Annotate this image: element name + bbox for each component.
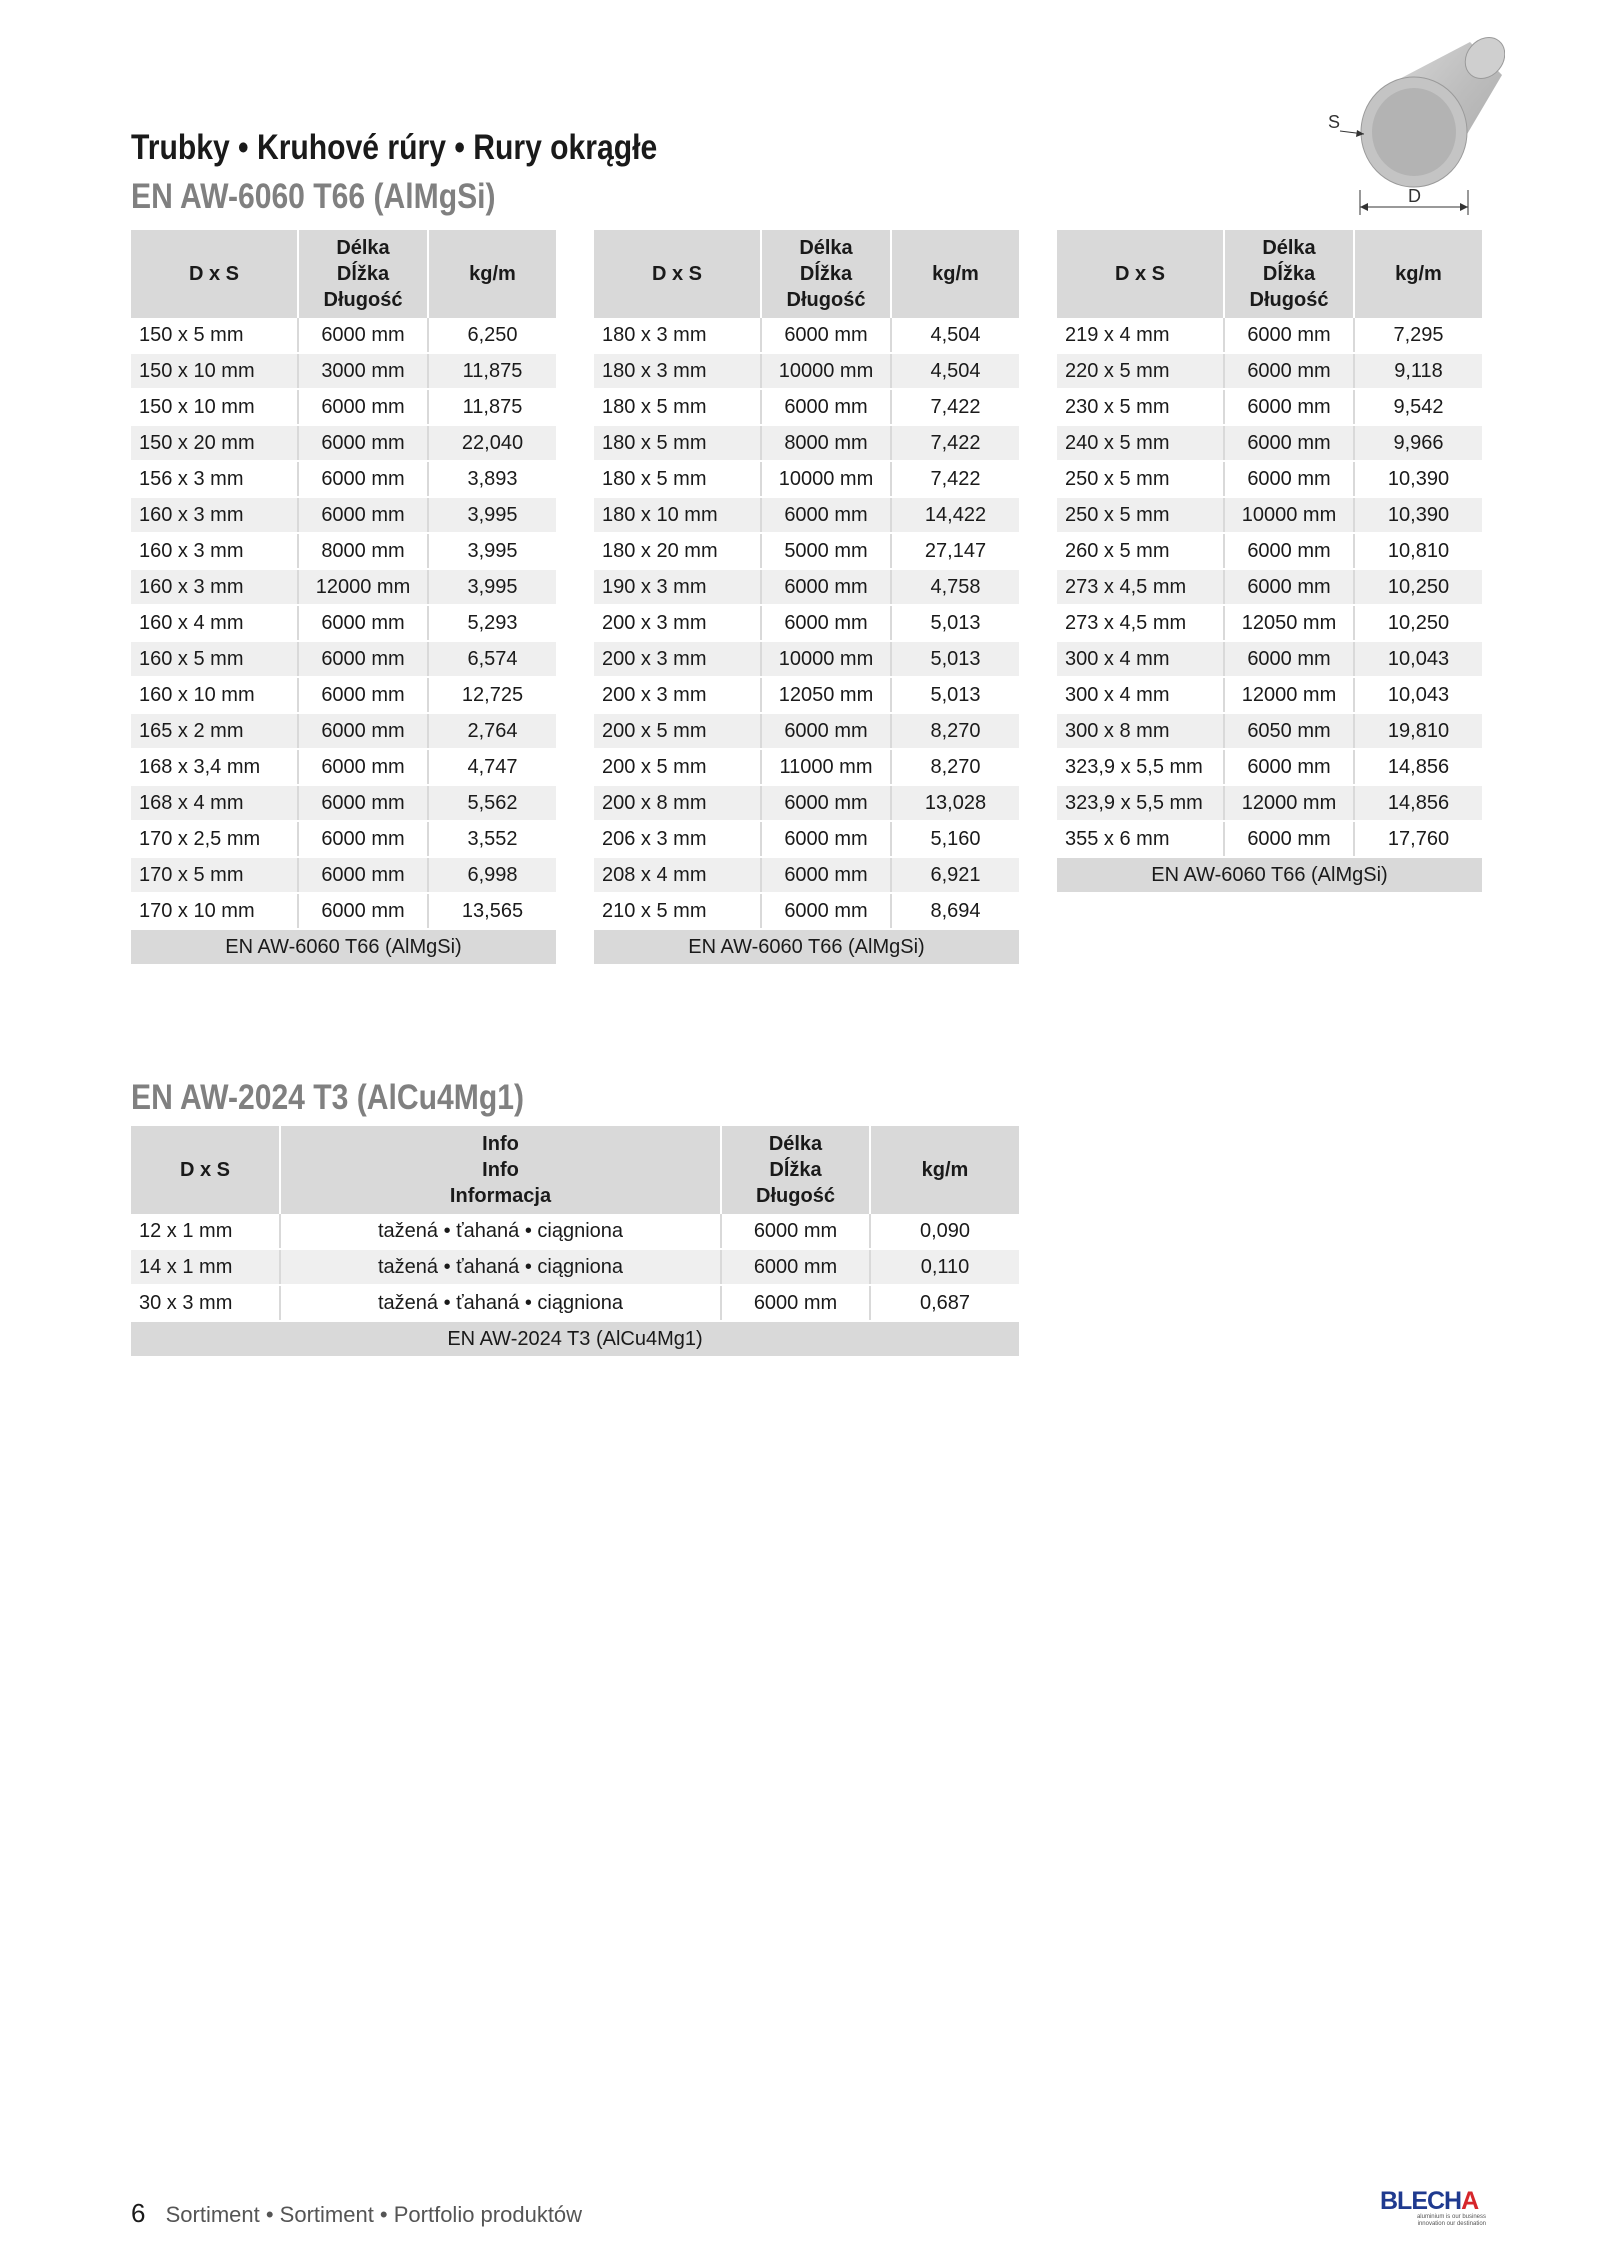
cell-kgm: 3,995	[428, 533, 556, 569]
header-length-pl: Długość	[756, 1185, 835, 1207]
cell-dxs: 250 x 5 mm	[1057, 497, 1224, 533]
cell-dxs: 160 x 3 mm	[131, 497, 298, 533]
cell-dxs: 168 x 4 mm	[131, 785, 298, 821]
cell-kgm: 27,147	[891, 533, 1019, 569]
table-row	[1057, 389, 1482, 425]
cell-dxs: 180 x 3 mm	[594, 353, 761, 389]
alloy-subtitle-2024: EN AW-2024 T3 (AlCu4Mg1)	[131, 1078, 524, 1117]
table-row	[594, 749, 1019, 785]
cell-dxs: 190 x 3 mm	[594, 569, 761, 605]
table-row	[1057, 569, 1482, 605]
table-row	[594, 497, 1019, 533]
cell-kgm: 7,422	[891, 389, 1019, 425]
cell-dxs: 180 x 5 mm	[594, 389, 761, 425]
table-row	[131, 605, 556, 641]
cell-length: 6000 mm	[298, 389, 428, 425]
table-row	[1057, 533, 1482, 569]
cell-info: tažená • ťahaná • ciągniona	[280, 1285, 721, 1321]
cell-kgm: 5,562	[428, 785, 556, 821]
cell-kgm: 8,694	[891, 893, 1019, 929]
logo-word: BLECH	[1380, 2187, 1462, 2215]
cell-dxs: 150 x 5 mm	[131, 318, 298, 353]
cell-length: 6000 mm	[761, 893, 891, 929]
cell-kgm: 4,504	[891, 353, 1019, 389]
cell-dxs: 180 x 5 mm	[594, 425, 761, 461]
cell-kgm: 9,118	[1354, 353, 1482, 389]
cell-length: 5000 mm	[761, 533, 891, 569]
cell-kgm: 6,921	[891, 857, 1019, 893]
cell-dxs: 168 x 3,4 mm	[131, 749, 298, 785]
cell-length: 6000 mm	[298, 497, 428, 533]
header-length-cz: Délka	[1262, 237, 1316, 259]
cell-dxs: 200 x 8 mm	[594, 785, 761, 821]
pipe-table-3	[1057, 230, 1482, 894]
cell-length: 6000 mm	[761, 318, 891, 353]
cell-kgm: 11,875	[428, 389, 556, 425]
pipe-diagram	[1320, 30, 1505, 220]
cell-kgm: 10,390	[1354, 461, 1482, 497]
table-row	[594, 605, 1019, 641]
cell-length: 6000 mm	[298, 677, 428, 713]
header-info-cz: Info	[482, 1133, 519, 1155]
table-row	[131, 641, 556, 677]
header-info-sk: Info	[482, 1159, 519, 1181]
cell-kgm: 3,893	[428, 461, 556, 497]
cell-dxs: 200 x 3 mm	[594, 677, 761, 713]
cell-length: 10000 mm	[1224, 497, 1354, 533]
cell-dxs: 300 x 4 mm	[1057, 677, 1224, 713]
table-row	[1057, 641, 1482, 677]
table-row	[594, 785, 1019, 821]
cell-length: 6000 mm	[298, 821, 428, 857]
header-length-sk: Dĺžka	[799, 263, 853, 285]
table-row	[594, 425, 1019, 461]
table-row	[594, 821, 1019, 857]
cell-dxs: 160 x 4 mm	[131, 605, 298, 641]
cell-length: 6000 mm	[721, 1249, 870, 1285]
header-kgm: kg/m	[891, 230, 1019, 318]
table-row	[131, 893, 556, 929]
header-length-pl: Długość	[786, 289, 866, 311]
cell-kgm: 5,013	[891, 641, 1019, 677]
cell-info: tažená • ťahaná • ciągniona	[280, 1249, 721, 1285]
cell-dxs: 355 x 6 mm	[1057, 821, 1224, 857]
cell-kgm: 10,043	[1354, 677, 1482, 713]
cell-kgm: 7,422	[891, 425, 1019, 461]
cell-length: 6000 mm	[1224, 389, 1354, 425]
header-kgm: kg/m	[870, 1126, 1019, 1214]
cell-dxs: 12 x 1 mm	[131, 1214, 280, 1249]
table-row	[594, 461, 1019, 497]
cell-dxs: 200 x 5 mm	[594, 713, 761, 749]
cell-kgm: 0,090	[870, 1214, 1019, 1249]
cell-kgm: 8,270	[891, 713, 1019, 749]
cell-kgm: 10,043	[1354, 641, 1482, 677]
header-length	[761, 230, 891, 318]
table-row	[131, 353, 556, 389]
cell-length: 6000 mm	[1224, 318, 1354, 353]
cell-kgm: 4,747	[428, 749, 556, 785]
cell-dxs: 170 x 10 mm	[131, 893, 298, 929]
table-row	[131, 821, 556, 857]
cell-dxs: 150 x 10 mm	[131, 353, 298, 389]
logo-tagline-1: aluminium is our business	[1416, 2214, 1486, 2220]
cell-dxs: 200 x 3 mm	[594, 605, 761, 641]
table-row	[131, 425, 556, 461]
header-length-pl: Długość	[323, 289, 403, 311]
cell-length: 6000 mm	[761, 569, 891, 605]
header-kgm: kg/m	[428, 230, 556, 318]
header-length	[1224, 230, 1354, 318]
header-length-sk: Dĺžka	[769, 1159, 822, 1181]
logo-accent-letter: A	[1461, 2187, 1479, 2215]
cell-length: 6000 mm	[761, 857, 891, 893]
header-dxs: D x S	[594, 230, 761, 318]
header-length	[298, 230, 428, 318]
table-row	[1057, 605, 1482, 641]
cell-length: 6000 mm	[298, 857, 428, 893]
table-row	[1057, 713, 1482, 749]
cell-length: 12000 mm	[1224, 677, 1354, 713]
cell-dxs: 206 x 3 mm	[594, 821, 761, 857]
table-row	[594, 318, 1019, 353]
cell-kgm: 3,995	[428, 569, 556, 605]
table-row	[131, 1285, 1019, 1321]
table-row	[594, 353, 1019, 389]
cell-length: 12050 mm	[761, 677, 891, 713]
cell-length: 6000 mm	[1224, 641, 1354, 677]
cell-dxs: 230 x 5 mm	[1057, 389, 1224, 425]
header-length-sk: Dĺžka	[336, 263, 390, 285]
header-length-cz: Délka	[336, 237, 390, 259]
cell-dxs: 210 x 5 mm	[594, 893, 761, 929]
cell-dxs: 160 x 3 mm	[131, 569, 298, 605]
cell-dxs: 219 x 4 mm	[1057, 318, 1224, 353]
cell-kgm: 10,810	[1354, 533, 1482, 569]
cell-length: 6000 mm	[298, 605, 428, 641]
table-header-row	[131, 230, 556, 318]
header-length-pl: Długość	[1249, 289, 1329, 311]
cell-kgm: 6,574	[428, 641, 556, 677]
table-row	[594, 569, 1019, 605]
cell-length: 6000 mm	[298, 893, 428, 929]
cell-kgm: 7,295	[1354, 318, 1482, 353]
cell-dxs: 180 x 3 mm	[594, 318, 761, 353]
header-kgm: kg/m	[1354, 230, 1482, 318]
cell-kgm: 5,013	[891, 677, 1019, 713]
table-row	[594, 677, 1019, 713]
cell-kgm: 10,390	[1354, 497, 1482, 533]
header-length-sk: Dĺžka	[1262, 263, 1316, 285]
cell-dxs: 208 x 4 mm	[594, 857, 761, 893]
header-dxs: D x S	[131, 230, 298, 318]
cell-kgm: 22,040	[428, 425, 556, 461]
table-row	[131, 389, 556, 425]
table-row	[1057, 461, 1482, 497]
cell-length: 12050 mm	[1224, 605, 1354, 641]
pipe-body-shape	[1361, 30, 1505, 187]
cell-kgm: 14,856	[1354, 785, 1482, 821]
table-row	[1057, 821, 1482, 857]
cell-dxs: 200 x 3 mm	[594, 641, 761, 677]
cell-length: 6000 mm	[298, 713, 428, 749]
table-row	[131, 533, 556, 569]
table-row	[1057, 497, 1482, 533]
cell-dxs: 300 x 4 mm	[1057, 641, 1224, 677]
cell-length: 6000 mm	[1224, 749, 1354, 785]
table-row	[594, 713, 1019, 749]
cell-dxs: 273 x 4,5 mm	[1057, 569, 1224, 605]
page-number: 6	[131, 2198, 146, 2228]
cell-dxs: 250 x 5 mm	[1057, 461, 1224, 497]
cell-kgm: 0,110	[870, 1249, 1019, 1285]
table-row	[131, 1249, 1019, 1285]
table-row	[1057, 318, 1482, 353]
page-footer	[131, 2198, 582, 2229]
cell-kgm: 2,764	[428, 713, 556, 749]
logo-wordmark	[1380, 2188, 1486, 2214]
cell-length: 6000 mm	[721, 1214, 870, 1249]
cell-dxs: 220 x 5 mm	[1057, 353, 1224, 389]
table-row	[131, 461, 556, 497]
cell-dxs: 180 x 10 mm	[594, 497, 761, 533]
cell-length: 8000 mm	[761, 425, 891, 461]
cell-dxs: 273 x 4,5 mm	[1057, 605, 1224, 641]
cell-length: 6000 mm	[761, 785, 891, 821]
cell-length: 6000 mm	[1224, 533, 1354, 569]
cell-kgm: 6,250	[428, 318, 556, 353]
cell-kgm: 3,552	[428, 821, 556, 857]
cell-length: 6000 mm	[761, 605, 891, 641]
cell-dxs: 180 x 5 mm	[594, 461, 761, 497]
cell-kgm: 17,760	[1354, 821, 1482, 857]
cell-kgm: 0,687	[870, 1285, 1019, 1321]
cell-kgm: 13,028	[891, 785, 1019, 821]
cell-length: 3000 mm	[298, 353, 428, 389]
header-length	[721, 1126, 870, 1214]
footer-text: Sortiment • Sortiment • Portfolio produktów	[165, 2202, 583, 2227]
cell-dxs: 150 x 20 mm	[131, 425, 298, 461]
table-row	[594, 533, 1019, 569]
cell-dxs: 180 x 20 mm	[594, 533, 761, 569]
alloy-subtitle-6060: EN AW-6060 T66 (AlMgSi)	[131, 177, 496, 216]
cell-kgm: 4,758	[891, 569, 1019, 605]
cell-length: 6000 mm	[761, 389, 891, 425]
cell-dxs: 156 x 3 mm	[131, 461, 298, 497]
cell-kgm: 10,250	[1354, 569, 1482, 605]
cell-kgm: 5,013	[891, 605, 1019, 641]
cell-length: 11000 mm	[761, 749, 891, 785]
table-row	[594, 389, 1019, 425]
cell-length: 6000 mm	[721, 1285, 870, 1321]
table-row	[131, 785, 556, 821]
cell-length: 6000 mm	[298, 785, 428, 821]
cell-dxs: 170 x 5 mm	[131, 857, 298, 893]
cell-dxs: 160 x 5 mm	[131, 641, 298, 677]
table-footer: EN AW-2024 T3 (AlCu4Mg1)	[131, 1321, 1019, 1357]
cell-length: 6000 mm	[298, 461, 428, 497]
table-row	[594, 893, 1019, 929]
header-dxs: D x S	[131, 1126, 280, 1214]
table-header-row	[131, 1126, 1019, 1214]
cell-dxs: 30 x 3 mm	[131, 1285, 280, 1321]
cell-dxs: 14 x 1 mm	[131, 1249, 280, 1285]
table-row	[1057, 425, 1482, 461]
table-header-row	[1057, 230, 1482, 318]
cell-length: 6050 mm	[1224, 713, 1354, 749]
cell-kgm: 6,998	[428, 857, 556, 893]
cell-dxs: 240 x 5 mm	[1057, 425, 1224, 461]
cell-info: tažená • ťahaná • ciągniona	[280, 1214, 721, 1249]
table-row	[131, 1214, 1019, 1249]
cell-dxs: 260 x 5 mm	[1057, 533, 1224, 569]
cell-dxs: 170 x 2,5 mm	[131, 821, 298, 857]
cell-dxs: 160 x 3 mm	[131, 533, 298, 569]
cell-length: 10000 mm	[761, 641, 891, 677]
table-row	[131, 677, 556, 713]
label-s: S	[1328, 112, 1341, 132]
table-row	[131, 318, 556, 353]
cell-kgm: 8,270	[891, 749, 1019, 785]
cell-length: 6000 mm	[761, 713, 891, 749]
table-header-row	[594, 230, 1019, 318]
table-row	[1057, 749, 1482, 785]
header-length-cz: Délka	[799, 237, 853, 259]
cell-length: 6000 mm	[761, 497, 891, 533]
pipe-table-2	[594, 230, 1019, 966]
cell-kgm: 4,504	[891, 318, 1019, 353]
table-row	[131, 569, 556, 605]
cell-length: 6000 mm	[1224, 821, 1354, 857]
cell-length: 6000 mm	[761, 821, 891, 857]
cell-dxs: 300 x 8 mm	[1057, 713, 1224, 749]
cell-length: 6000 mm	[1224, 353, 1354, 389]
table-row	[1057, 677, 1482, 713]
cell-length: 6000 mm	[1224, 425, 1354, 461]
logo-tagline-2: innovation our destination	[1417, 2221, 1486, 2227]
cell-length: 6000 mm	[298, 641, 428, 677]
table-row	[594, 641, 1019, 677]
cell-length: 6000 mm	[1224, 461, 1354, 497]
cell-dxs: 160 x 10 mm	[131, 677, 298, 713]
table-row	[131, 497, 556, 533]
cell-length: 10000 mm	[761, 353, 891, 389]
table-footer: EN AW-6060 T66 (AlMgSi)	[131, 929, 556, 965]
cell-kgm: 3,995	[428, 497, 556, 533]
cell-length: 6000 mm	[1224, 569, 1354, 605]
header-length-cz: Délka	[768, 1133, 823, 1155]
cell-kgm: 14,422	[891, 497, 1019, 533]
cell-kgm: 14,856	[1354, 749, 1482, 785]
cell-dxs: 323,9 x 5,5 mm	[1057, 785, 1224, 821]
pipe-table-2024	[131, 1126, 1019, 1358]
cell-kgm: 5,293	[428, 605, 556, 641]
table-row	[1057, 353, 1482, 389]
table-row	[131, 857, 556, 893]
table-row	[594, 857, 1019, 893]
cell-dxs: 150 x 10 mm	[131, 389, 298, 425]
cell-length: 6000 mm	[298, 425, 428, 461]
cell-kgm: 7,422	[891, 461, 1019, 497]
header-dxs: D x S	[1057, 230, 1224, 318]
table-row	[1057, 785, 1482, 821]
table-row	[131, 749, 556, 785]
cell-kgm: 10,250	[1354, 605, 1482, 641]
table-footer: EN AW-6060 T66 (AlMgSi)	[594, 929, 1019, 965]
cell-length: 6000 mm	[298, 749, 428, 785]
cell-length: 12000 mm	[1224, 785, 1354, 821]
cell-kgm: 5,160	[891, 821, 1019, 857]
table-footer: EN AW-6060 T66 (AlMgSi)	[1057, 857, 1482, 893]
cell-dxs: 200 x 5 mm	[594, 749, 761, 785]
header-info	[280, 1126, 721, 1214]
blecha-logo	[1380, 2188, 1486, 2232]
cell-length: 8000 mm	[298, 533, 428, 569]
table-row	[131, 713, 556, 749]
pipe-table-1	[131, 230, 556, 966]
cell-kgm: 11,875	[428, 353, 556, 389]
cell-length: 12000 mm	[298, 569, 428, 605]
cell-kgm: 9,542	[1354, 389, 1482, 425]
cell-length: 6000 mm	[298, 318, 428, 353]
cell-kgm: 12,725	[428, 677, 556, 713]
label-d: D	[1408, 186, 1421, 206]
cell-kgm: 13,565	[428, 893, 556, 929]
header-info-pl: Informacja	[449, 1185, 552, 1207]
page-title: Trubky • Kruhové rúry • Rury okrągłe	[131, 128, 658, 167]
cell-dxs: 165 x 2 mm	[131, 713, 298, 749]
cell-length: 10000 mm	[761, 461, 891, 497]
cell-dxs: 323,9 x 5,5 mm	[1057, 749, 1224, 785]
cell-kgm: 19,810	[1354, 713, 1482, 749]
cell-kgm: 9,966	[1354, 425, 1482, 461]
